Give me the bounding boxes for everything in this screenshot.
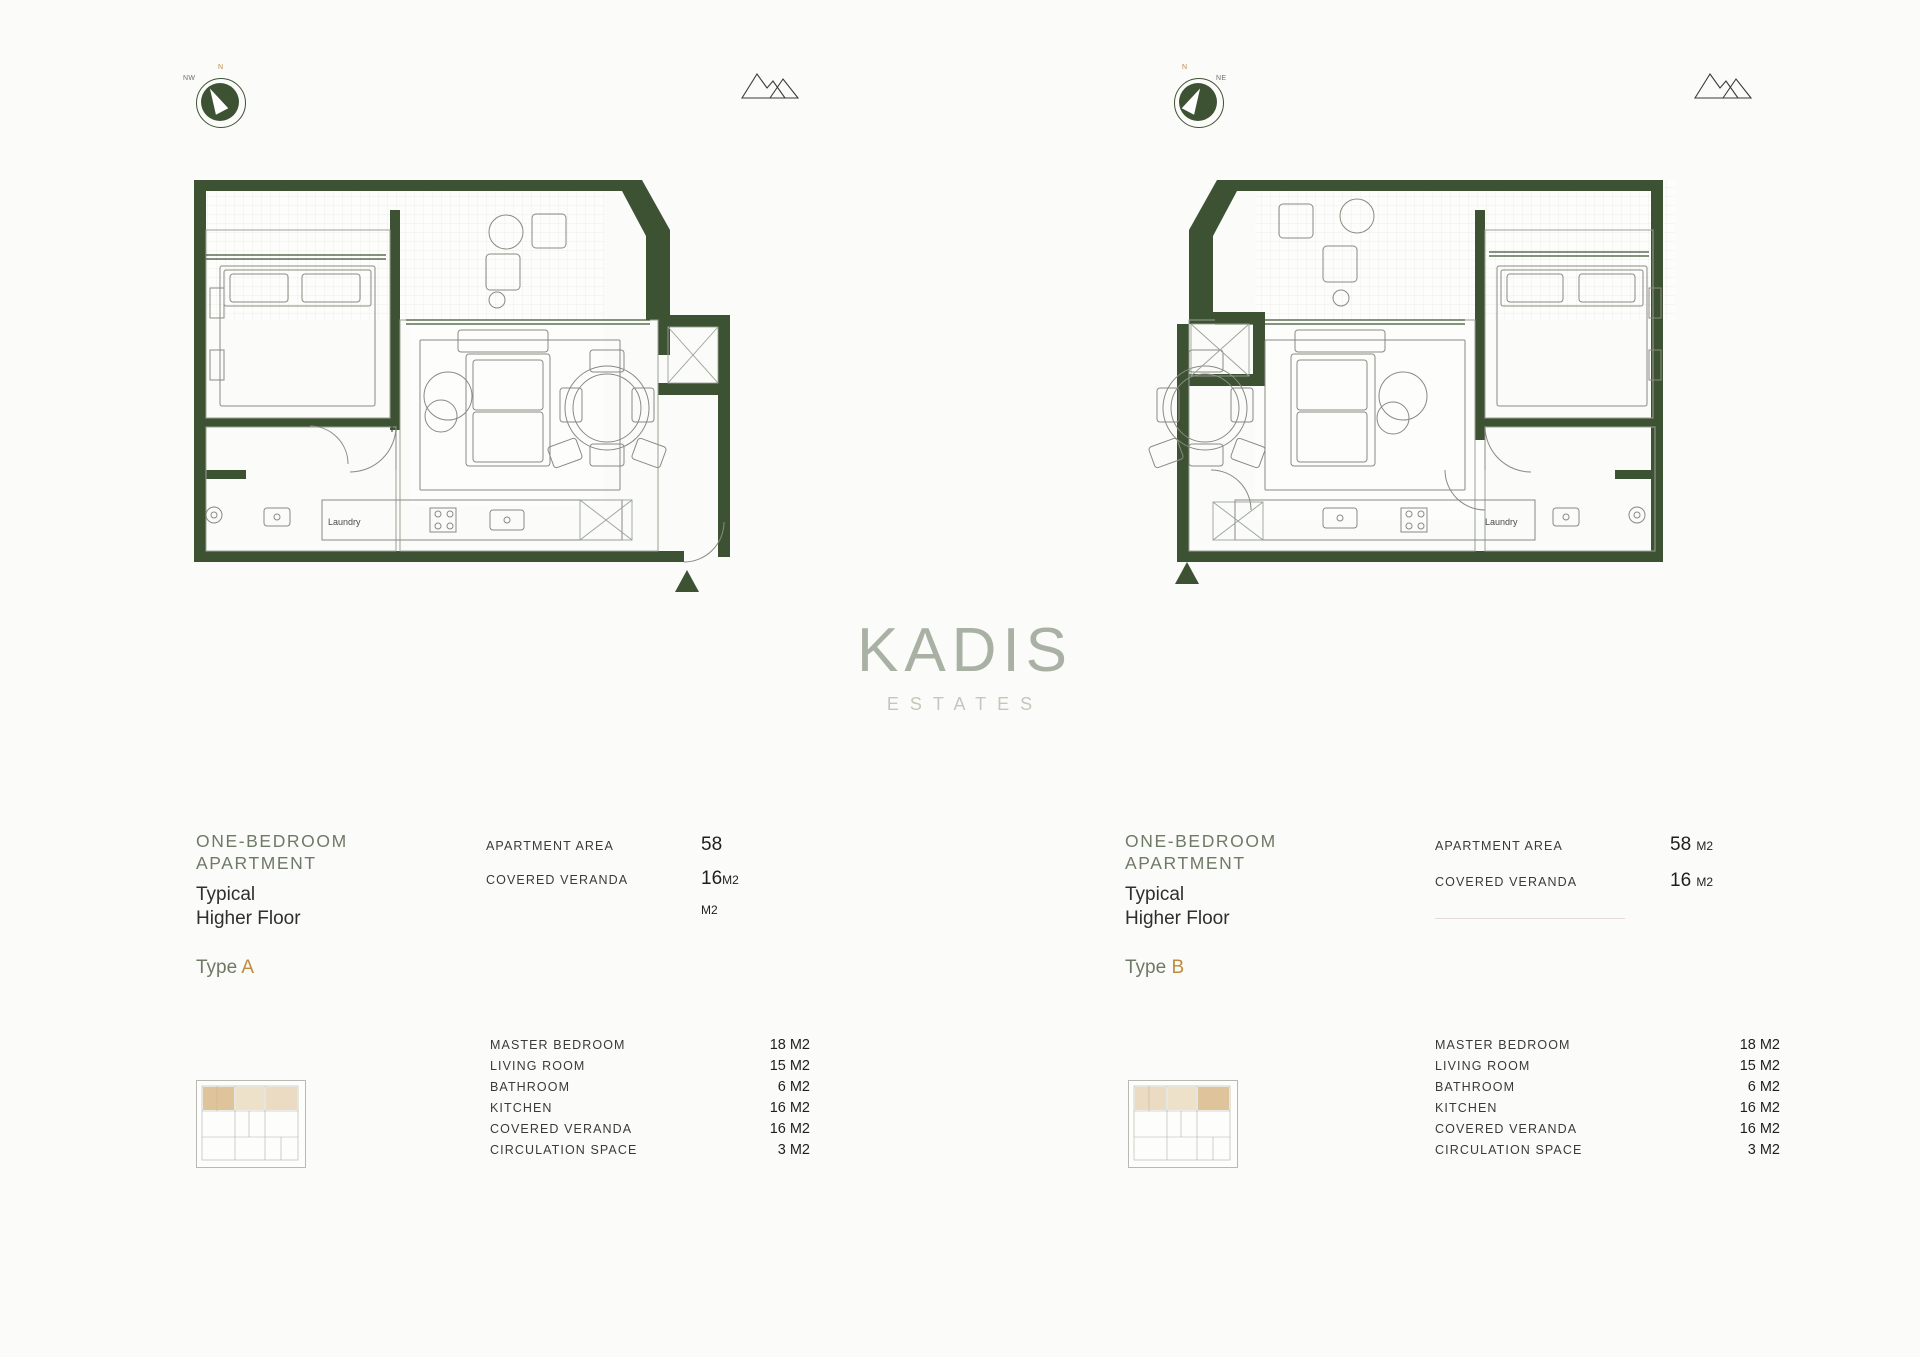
compass-left <box>183 64 250 132</box>
brand-tagline: ESTATES <box>886 694 1044 714</box>
room-value: 16 M2 <box>769 1100 810 1116</box>
room-label: CIRCULATION SPACE <box>1435 1143 1583 1157</box>
room-value: 16 M2 <box>1739 1121 1780 1137</box>
room-label: MASTER BEDROOM <box>490 1038 626 1052</box>
compass-right <box>1168 64 1228 132</box>
area-label: APARTMENT AREA <box>486 839 614 853</box>
area-row <box>486 868 816 890</box>
room-value: 15 M2 <box>769 1058 810 1074</box>
unit-subtitle-b: Typical Higher Floor <box>1125 883 1230 930</box>
compass-north-label: N <box>218 64 224 71</box>
room-value: 3 M2 <box>1747 1142 1780 1158</box>
area-row <box>1435 870 1775 892</box>
laundry-label: Laundry <box>1485 517 1518 527</box>
room-value: 3 M2 <box>777 1142 810 1158</box>
mountain-view-icon <box>1693 68 1753 107</box>
room-label: COVERED VERANDA <box>1435 1122 1578 1136</box>
room-label: KITCHEN <box>490 1101 553 1115</box>
room-label: BATHROOM <box>1435 1080 1516 1094</box>
room-value: 16 M2 <box>1739 1100 1780 1116</box>
area-label: APARTMENT AREA <box>1435 839 1563 853</box>
unit-title-a: ONE-BEDROOM APARTMENT <box>196 831 348 874</box>
unit-type-a: Type A <box>196 957 255 979</box>
room-areas-type-b <box>1435 1035 1780 1161</box>
room-label: BATHROOM <box>490 1080 571 1094</box>
room-value: 15 M2 <box>1739 1058 1780 1074</box>
unit-info-type-a <box>196 830 856 979</box>
key-plan-thumbnail-a[interactable] <box>196 1080 306 1168</box>
area-value: 58 M2 <box>1670 834 1714 855</box>
room-value: 18 M2 <box>1739 1037 1780 1053</box>
room-value: 6 M2 <box>777 1079 810 1095</box>
floor-plan-type-a <box>190 170 830 675</box>
unit-type-letter-a: A <box>241 957 255 979</box>
area-value: 16M2 <box>701 868 739 889</box>
unit-type-letter-b: B <box>1171 957 1185 979</box>
compass-north-label: N <box>1182 64 1188 71</box>
room-areas-type-a <box>490 1035 810 1161</box>
entry-marker <box>675 570 699 592</box>
area-row-overflow <box>486 898 816 920</box>
laundry-label: Laundry <box>328 517 361 527</box>
unit-info-type-b <box>1125 830 1805 979</box>
room-label: KITCHEN <box>1435 1101 1498 1115</box>
room-label: LIVING ROOM <box>490 1059 586 1073</box>
room-label: CIRCULATION SPACE <box>490 1143 638 1157</box>
area-value: 58 <box>701 834 723 855</box>
area-row <box>486 834 816 856</box>
room-value: 16 M2 <box>769 1121 810 1137</box>
unit-type-b: Type B <box>1125 957 1185 979</box>
entry-marker <box>1175 562 1199 584</box>
mountain-view-icon <box>740 68 800 107</box>
area-label: COVERED VERANDA <box>486 873 629 887</box>
room-value: 6 M2 <box>1747 1079 1780 1095</box>
floor-plan-type-b <box>1145 170 1785 675</box>
key-plan-thumbnail-b[interactable] <box>1128 1080 1238 1168</box>
area-value: 16 M2 <box>1670 870 1714 891</box>
area-value: M2 <box>701 903 718 917</box>
area-row <box>1435 834 1775 856</box>
room-label: LIVING ROOM <box>1435 1059 1531 1073</box>
compass-secondary-label: NW <box>183 75 196 82</box>
unit-subtitle-a: Typical Higher Floor <box>196 883 301 930</box>
room-label: COVERED VERANDA <box>490 1122 633 1136</box>
compass-secondary-label: NE <box>1216 75 1227 82</box>
room-label: MASTER BEDROOM <box>1435 1038 1571 1052</box>
brand-name: KADIS <box>856 616 1074 685</box>
section-divider <box>1435 918 1625 919</box>
room-value: 18 M2 <box>769 1037 810 1053</box>
area-label: COVERED VERANDA <box>1435 875 1578 889</box>
brand-logo <box>820 616 1110 715</box>
unit-title-b: ONE-BEDROOM APARTMENT <box>1125 831 1277 874</box>
